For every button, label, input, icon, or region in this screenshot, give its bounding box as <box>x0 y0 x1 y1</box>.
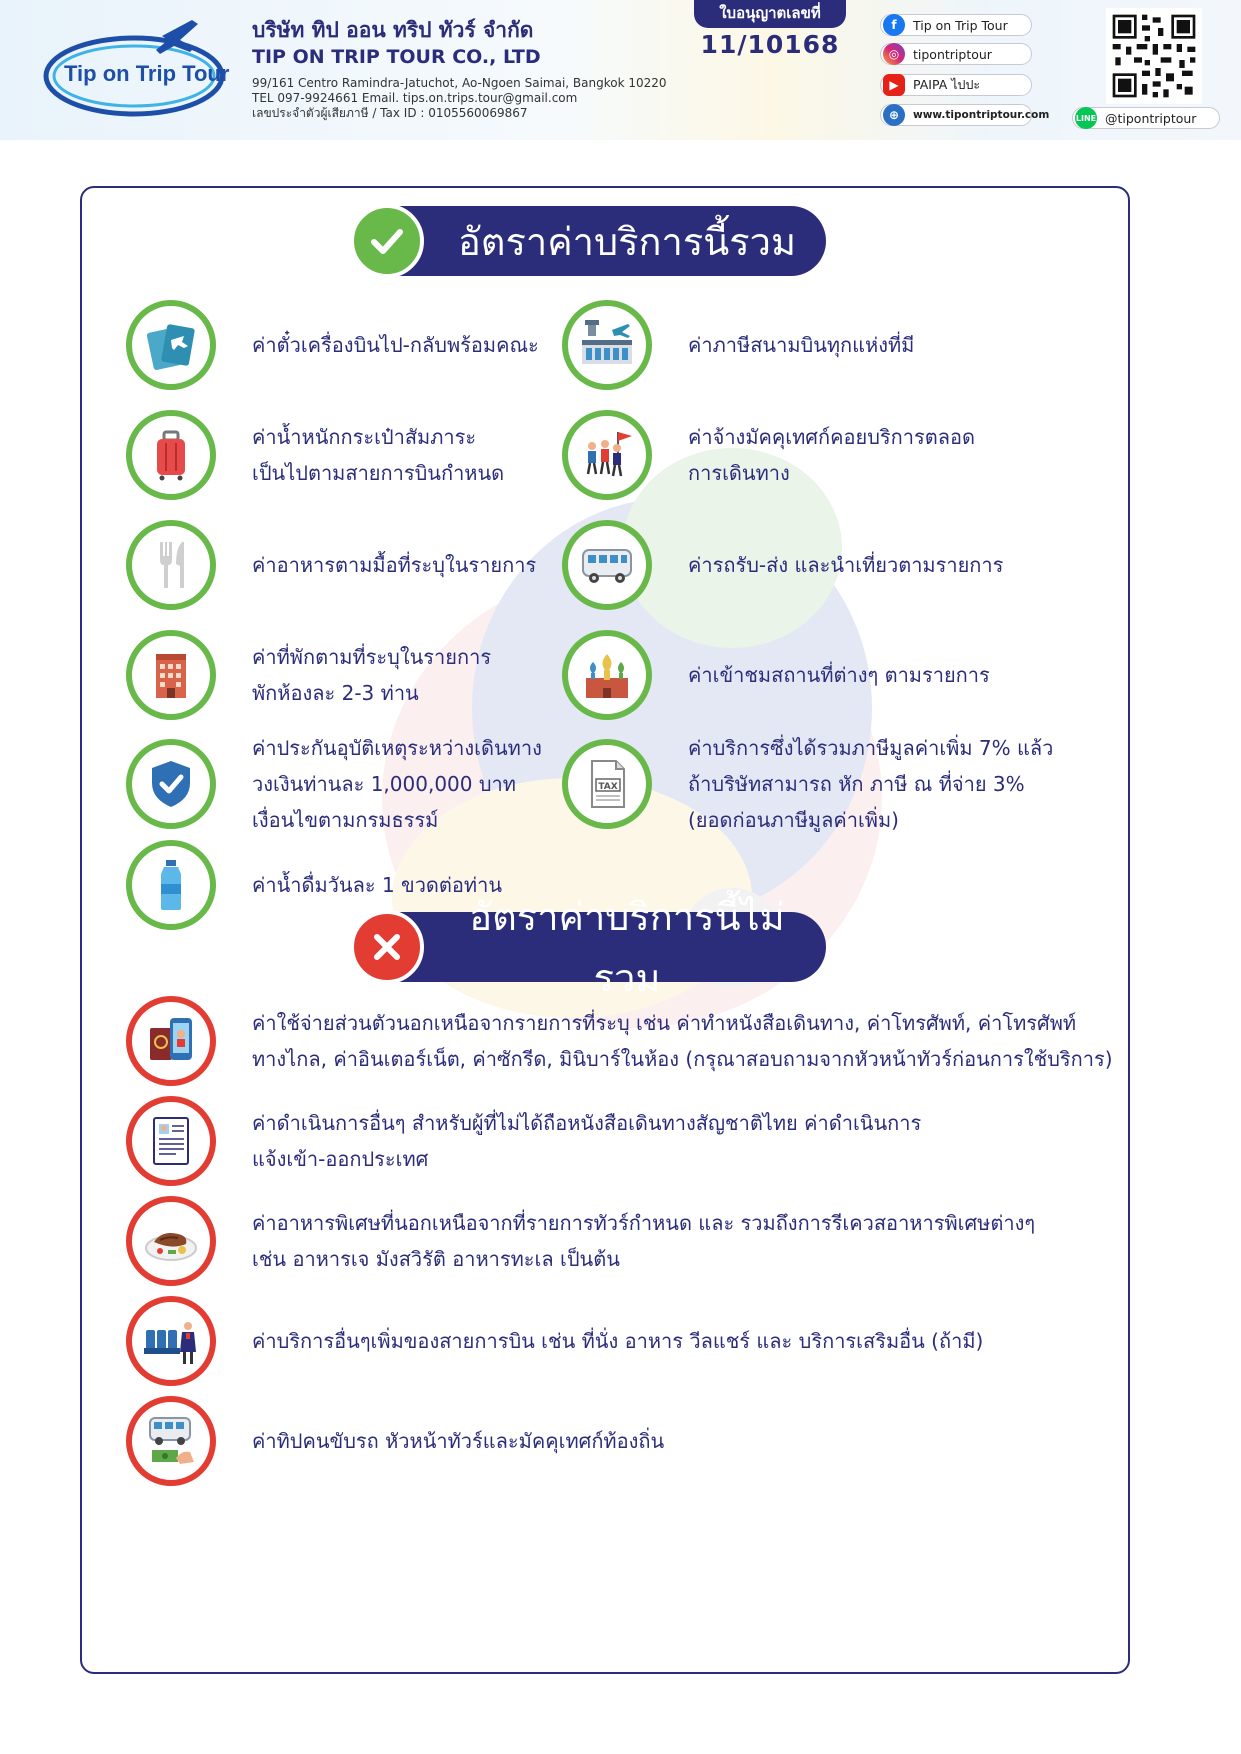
included-item-text: ค่ารถรับ-ส่ง และนำเที่ยวตามรายการ <box>688 553 1004 577</box>
flight-ticket-icon <box>126 300 216 390</box>
included-item <box>126 630 491 720</box>
text-line: เงื่อนไขตามกรมธรรม์ <box>252 808 439 832</box>
youtube-icon: ▶ <box>883 74 905 96</box>
text-line: ค่าอาหารพิเศษที่นอกเหนือจากที่รายการทัวร์กำหนด และ รวมถึงการรีเควสอาหารพิเศษต่างๆ <box>252 1211 1036 1235</box>
excluded-item <box>126 1196 1035 1286</box>
company-name-thai: บริษัท ทิป ออน ทริป ทัวร์ จำกัด <box>252 18 534 42</box>
bus-icon <box>562 520 652 610</box>
line-label: @tipontriptour <box>1105 110 1197 126</box>
website-link[interactable] <box>880 104 1050 126</box>
license-label: ใบอนุญาตเลขที่ <box>694 0 846 28</box>
text-line: ค่าบริการซึ่งได้รวมภาษีมูลค่าเพิ่ม 7% แล้ว <box>688 736 1054 760</box>
license-number: 11/10168 <box>700 30 840 59</box>
line-link[interactable] <box>1072 107 1220 129</box>
text-line: ถ้าบริษัทสามารถ หัก ภาษี ณ ที่จ่าย 3% <box>688 772 1025 796</box>
special-meal-icon <box>126 1196 216 1286</box>
svg-text:Tip on Trip Tour: Tip on Trip Tour <box>64 61 230 86</box>
luggage-icon <box>126 410 216 500</box>
youtube-label: PAIPA ไปปะ <box>913 77 981 92</box>
text-line: การเดินทาง <box>688 461 790 485</box>
included-banner <box>356 206 826 276</box>
company-tax-id: เลขประจำตัวผู้เสียภาษี / Tax ID : 0105560069867 <box>252 106 528 120</box>
text-line: เช่น อาหารเจ มังสวิรัติ อาหารทะเล เป็นต้น <box>252 1247 620 1271</box>
tax-document-icon <box>562 739 652 829</box>
included-item-text: ค่าภาษีสนามบินทุกแห่งที่มี <box>688 333 915 357</box>
company-logo <box>42 14 232 118</box>
included-item-text <box>252 639 491 711</box>
excluded-banner <box>356 895 826 1000</box>
instagram-icon: ◎ <box>883 43 905 65</box>
included-item-text <box>688 419 975 491</box>
text-line: วงเงินท่านละ 1,000,000 บาท <box>252 772 516 796</box>
text-line: ค่าใช้จ่ายส่วนตัวนอกเหนือจากรายการที่ระบุ เช่น ค่าทำหนังสือเดินทาง, ค่าโทรศัพท์, ค่าโทรศัพท์ <box>252 1011 1077 1035</box>
hotel-icon <box>126 630 216 720</box>
included-item-text <box>252 419 504 491</box>
facebook-label: Tip on Trip Tour <box>913 17 1008 33</box>
text-line: ค่าประกันอุบัติเหตุระหว่างเดินทาง <box>252 736 542 760</box>
excluded-item <box>126 1096 921 1186</box>
excluded-item-text: ค่าทิปคนขับรถ หัวหน้าทัวร์และมัคคุเทศก์ท้องถิ่น <box>252 1429 665 1453</box>
included-item-text <box>252 730 542 838</box>
text-line: พักห้องละ 2-3 ท่าน <box>252 681 419 705</box>
text-line: ค่าดำเนินการอื่นๆ สำหรับผู้ที่ไม่ได้ถือหนังสือเดินทางสัญชาติไทย ค่าดำเนินการ <box>252 1111 922 1135</box>
service-rates-card <box>80 186 1130 1674</box>
text-line: ทางไกล, ค่าอินเตอร์เน็ต, ค่าซักรีด, มินิบาร์ในห้อง (กรุณาสอบถามจากหัวหน้าทัวร์ก่อนการใช้บริการ) <box>252 1047 1113 1071</box>
visa-document-icon <box>126 1096 216 1186</box>
company-address: 99/161 Centro Ramindra-Jatuchot, Ao-Ngoen Saimai, Bangkok 10220 <box>252 76 667 90</box>
company-address-block <box>252 76 667 121</box>
excluded-item <box>126 1396 664 1486</box>
globe-icon: ⊕ <box>883 104 905 126</box>
excluded-title: อัตราค่าบริการนี้ไม่รวม <box>469 895 785 1000</box>
x-circle-icon <box>350 910 424 984</box>
check-circle-icon <box>350 204 424 278</box>
letterhead <box>0 0 1241 140</box>
instagram-label: tipontriptour <box>913 46 992 62</box>
airline-seat-icon <box>126 1296 216 1386</box>
excluded-item <box>126 996 1113 1086</box>
qr-code[interactable] <box>1106 8 1202 104</box>
excluded-item <box>126 1296 983 1386</box>
text-line: ค่าจ้างมัคคุเทศก์คอยบริการตลอด <box>688 425 975 449</box>
line-icon: LINE <box>1075 107 1097 129</box>
excluded-item-text: ค่าบริการอื่นๆเพิ่มของสายการบิน เช่น ที่นั่ง อาหาร วีลแชร์ และ บริการเสริมอื่น (ถ้ามี) <box>252 1329 984 1353</box>
included-item-text <box>688 730 1053 838</box>
included-item <box>562 630 990 720</box>
excluded-item-text <box>252 1005 1113 1077</box>
text-line: เป็นไปตามสายการบินกำหนด <box>252 461 505 485</box>
facebook-icon: f <box>883 14 905 36</box>
included-item-text: ค่าตั๋วเครื่องบินไป-กลับพร้อมคณะ <box>252 333 539 357</box>
excluded-item-text <box>252 1105 921 1177</box>
landmark-icon <box>562 630 652 720</box>
text-line: (ยอดก่อนภาษีมูลค่าเพิ่ม) <box>688 808 899 832</box>
water-bottle-icon <box>126 840 216 930</box>
included-item <box>126 520 536 610</box>
included-item <box>562 300 914 390</box>
included-item <box>562 410 975 500</box>
included-item-text: ค่าอาหารตามมื้อที่ระบุในรายการ <box>252 553 537 577</box>
cutlery-icon <box>126 520 216 610</box>
company-name-english: TIP ON TRIP TOUR CO., LTD <box>252 46 541 68</box>
tour-guide-icon <box>562 410 652 500</box>
included-item-text: ค่าน้ำดื่มวันละ 1 ขวดต่อท่าน <box>252 873 502 897</box>
included-title: อัตราค่าบริการนี้รวม <box>457 219 797 264</box>
instagram-link[interactable] <box>880 43 1032 65</box>
youtube-link[interactable] <box>880 74 1032 96</box>
included-item <box>126 730 542 838</box>
airport-icon <box>562 300 652 390</box>
website-label: www.tipontriptour.com <box>913 109 1050 121</box>
text-line: แจ้งเข้า-ออกประเทศ <box>252 1147 429 1171</box>
text-line: ค่าน้ำหนักกระเป๋าสัมภาระ <box>252 425 477 449</box>
text-line: ค่าที่พักตามที่ระบุในรายการ <box>252 645 492 669</box>
company-contact: TEL 097-9924661 Email. tips.on.trips.tour@gmail.com <box>252 91 578 105</box>
facebook-link[interactable] <box>880 14 1032 36</box>
svg-text:TAX: TAX <box>598 782 618 792</box>
included-item <box>126 300 539 390</box>
included-item <box>562 730 1053 838</box>
included-item-text: ค่าเข้าชมสถานที่ต่างๆ ตามรายการ <box>688 663 990 687</box>
included-item <box>126 410 504 500</box>
excluded-item-text <box>252 1205 1035 1277</box>
passport-phone-icon <box>126 996 216 1086</box>
shield-check-icon <box>126 739 216 829</box>
tip-bus-icon <box>126 1396 216 1486</box>
included-item <box>562 520 1003 610</box>
